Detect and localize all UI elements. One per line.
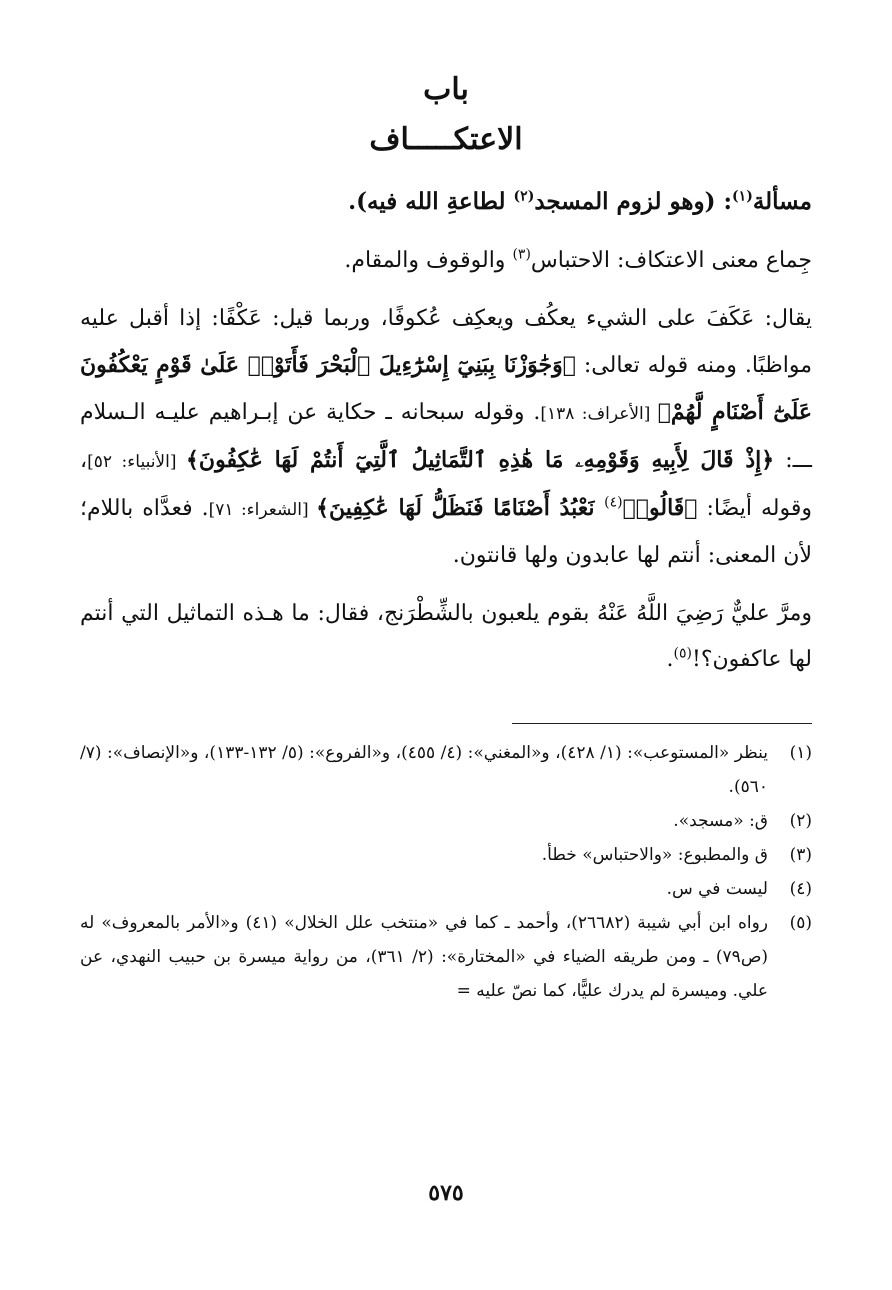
verse-ref-araf: [الأعراف: ١٣٨] <box>540 404 658 424</box>
definition-text-a: جِماع معنى الاعتكاف: الاحتباس <box>530 248 812 273</box>
paragraph-definition <box>80 238 812 284</box>
footnote-ref-5[interactable]: (٥) <box>673 645 692 662</box>
quran-verse-shuara-a: ﴿قَالُوا۟ <box>622 495 698 521</box>
footnote <box>80 804 812 838</box>
chapter-heading: باب <box>423 72 469 107</box>
footnote-divider <box>512 723 812 724</box>
footnote-text: ق والمطبوع: «والاحتباس» خطأ. <box>541 845 768 865</box>
ali-text-b: . <box>666 647 674 672</box>
footnote-number: (٥) <box>789 913 812 933</box>
linguistic-text-c: ، وقوله أيضًا: <box>80 448 812 521</box>
footnote-number: (٣) <box>789 845 812 865</box>
quran-verse-anbiya: ﴿إِذْ قَالَ لِأَبِيهِ وَقَوْمِهِۦ مَا هَٰذِهِ ٱلتَّمَاثِيلُ ٱلَّتِيٓ أَنتُمْ لَهَا عَٰكِفُونَ﴾ <box>186 447 775 473</box>
footnote <box>80 736 812 804</box>
footnote <box>80 906 812 1008</box>
footnote-text: ق: «مسجد». <box>673 811 768 831</box>
footnote-ref-1[interactable]: (١) <box>732 188 753 205</box>
footnote-number: (١) <box>789 743 812 763</box>
verse-ref-shuara: [الشعراء: ٧١] <box>208 500 317 520</box>
linguistic-text-a: يقال: عَكَفَ على الشيء يعكُف ويعكِف عُكوفًا، وربما قيل: عَكْفًا: إذا أقبل عليه مواظبًا. ومنه قوله تعالى: <box>80 306 812 378</box>
footnote <box>80 838 812 872</box>
quran-verse-shuara-b: نَعْبُدُ أَصْنَامًا فَنَظَلُّ لَهَا عَٰكِفِينَ﴾ <box>316 495 605 521</box>
footnote-text: ينظر «المستوعب»: (١/ ٤٢٨)، و«المغني»: (٤/ ٤٥٥)، و«الفروع»: (٥/ ١٣٢-١٣٣)، و«الإنصاف»: (٧/ ٥٦٠). <box>80 743 768 797</box>
masala-text-b: لطاعةِ الله فيه). <box>348 188 514 215</box>
masala-text-a: : (وهو لزوم المسجد <box>534 188 733 215</box>
paragraph-linguistic <box>80 296 812 579</box>
footnote <box>80 872 812 906</box>
footnotes <box>80 736 812 1008</box>
quran-verse-araf: ﴿وَجَٰوَزْنَا بِبَنِيٓ إِسْرَٰٓءِيلَ ٱلْبَحْرَ فَأَتَوْا۟ عَلَىٰ قَوْمٍ يَعْكُفُونَ عَلَىٰٓ أَصْنَامٍ لَّهُمْ﴾ <box>80 352 812 425</box>
verse-ref-anbiya: [الأنبياء: ٥٢] <box>87 452 187 472</box>
footnote-text: رواه ابن أبي شيبة (٢٦٦٨٢)، وأحمد ـ كما في «منتخب علل الخلال» (٤١) و«الأمر بالمعروف» له (ص٧٩) ـ ومن طريقه الضياء في «المختارة»: (٢/ ٣٦١)، من رواية ميسرة بن حبيب النهدي، عن علي. وميسرة لم يدرك عليًّا، كما نصّ عليه = <box>80 913 769 1001</box>
linguistic-text-d: . فعدَّاه باللام؛ لأن المعنى: أنتم لها عابدون ولها قانتون. <box>80 496 812 568</box>
masala-label: مسألة <box>752 188 812 215</box>
definition-text-b: والوقوف والمقام. <box>344 248 513 273</box>
footnote-ref-2[interactable]: (٢) <box>513 188 535 205</box>
page-number: ٥٧٥ <box>428 1180 464 1206</box>
linguistic-text-b: . وقوله سبحانه ـ حكاية عن إبـراهيم عليـه الـسلام ـــ: <box>80 400 812 473</box>
ali-text-a: ومرَّ عليٌّ رَضِيَ اللَّهُ عَنْهُ بقوم يلعبون بالشِّطْرَنج، فقال: ما هـذه التماثيل التي أنتم لها عاكفون؟! <box>80 601 812 672</box>
masala-statement <box>80 178 812 226</box>
footnote-number: (٢) <box>789 811 812 831</box>
footnote-ref-4[interactable]: (٤) <box>604 494 623 511</box>
footnote-text: ليست في س. <box>666 879 768 899</box>
footnote-number: (٤) <box>789 879 812 899</box>
footnote-ref-3[interactable]: (٣) <box>512 246 531 263</box>
chapter-title: الاعتكـــــاف <box>369 122 523 157</box>
paragraph-ali <box>80 591 812 683</box>
